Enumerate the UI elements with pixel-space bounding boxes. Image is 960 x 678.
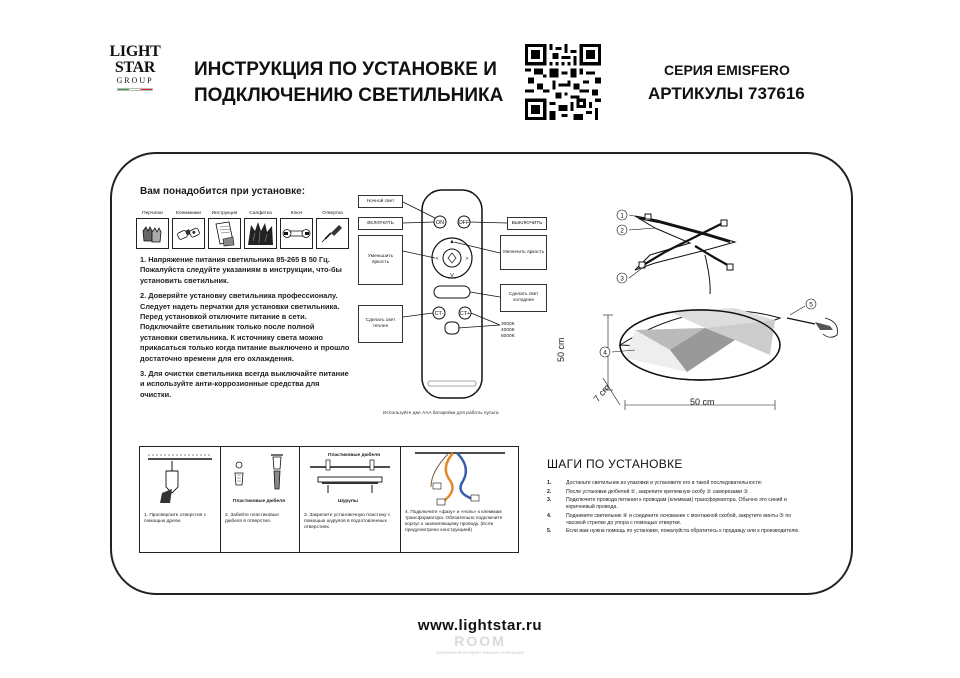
series-label: СЕРИЯ EMISFERO: [664, 62, 790, 78]
tool-gloves: [136, 209, 169, 249]
step-number: 3.: [547, 497, 552, 503]
tool-manual: [208, 209, 241, 249]
left-arrow-label: <: [435, 256, 439, 262]
panel-caption: 1. Просверлите отверстия с помощью дрели.: [144, 513, 206, 524]
label-cool: Сделать свет холоднее: [500, 284, 547, 312]
italian-flag-stripe: [117, 88, 153, 91]
safety-notes: [140, 255, 352, 405]
note-1: 1. Напряжение питания светильника 85-265 В 50 Гц. Пожалуйста следуйте указаниям в инструкции, что-бы установить светильник.: [140, 255, 342, 285]
note-2: 2. Доверяйте установку светильника профессионалу. Следует надеть перчатки для установки светильника. Перед установкой отключите питание в сети. Подключайте светильник только после полной установки светильника. К источнику света можно прикасаться только когда питание выключено и прошло достаточно времени для его охлаждения.: [140, 291, 350, 363]
mounting-bracket-icon: [635, 214, 735, 270]
tool-label: Отвертка: [322, 211, 343, 216]
step-text: Достаньте светильник из упаковки и установите его в такой последовательности:: [566, 480, 763, 486]
logo-line3: GROUP: [116, 76, 154, 85]
tool-cloth: [244, 209, 277, 249]
down-arrow-label: V: [450, 273, 454, 279]
panel-wiring: [401, 447, 517, 552]
document-title: [194, 57, 503, 109]
label-brighter: Увеличить яркость: [500, 235, 547, 270]
step-item: [547, 497, 807, 511]
screwdriver-icon: [316, 218, 349, 249]
on-button-label: ON: [435, 220, 445, 226]
lamp-shade-icon: [620, 308, 780, 380]
tool-screwdriver: [316, 209, 349, 249]
callout-5: 5: [809, 301, 813, 309]
label-color-temps: 3000K 4000K 6000K: [500, 318, 547, 344]
ct-minus-button-label: CT-: [434, 311, 444, 317]
up-arrow-label: ▲: [449, 239, 455, 245]
callout-4: 4: [603, 349, 607, 357]
step-item: [547, 480, 807, 487]
steps-list: [547, 480, 807, 537]
panel-bold-top-label: Пластиковые дюбеля: [328, 453, 380, 458]
battery-note: Используйте две AAA батарейки для работы пульта: [383, 411, 499, 416]
step-text: После установки дюбелей ①, закрепите крепежную скобу ② саморезами ③: [566, 488, 749, 495]
article-number: АРТИКУЛЫ 737616: [648, 84, 805, 103]
tool-label: Перчатки: [142, 211, 163, 216]
step-number: 2.: [547, 488, 552, 495]
ct-plus-button-label: CT+: [459, 311, 471, 317]
label-on: ВКЛЮЧИТЬ: [358, 217, 403, 230]
tool-label: Ключ: [290, 211, 303, 216]
callout-1: 1: [620, 212, 624, 220]
lamp-diagram: [575, 200, 845, 415]
tool-terminals: [172, 209, 205, 249]
watermark-subtitle: крупнейший интернет-магазин освещения: [436, 650, 524, 655]
watermark: ROOM: [454, 633, 506, 649]
panel-drill: [140, 447, 221, 552]
tool-wrench: [280, 209, 313, 249]
title-line2: ПОДКЛЮЧЕНИЮ СВЕТИЛЬНИКА: [194, 85, 504, 106]
label-night-light: Ночной свет: [358, 195, 403, 208]
height-dimension: 50 cm: [556, 337, 566, 362]
note-3: 3. Для очистки светильника всегда выключайте питание и используйте анти-коррозионные средства для очистки.: [140, 369, 349, 399]
screwdriver-icon: [787, 318, 838, 337]
label-warm: Сделать свет теплее: [358, 305, 403, 343]
step-item: [547, 528, 807, 535]
panel-bold-label: Шурупы: [338, 499, 358, 504]
tool-label: Инструкция: [211, 211, 238, 216]
panel-plate: [300, 447, 401, 552]
step-item: [547, 489, 807, 496]
qr-code-icon: [525, 44, 601, 120]
requirements-title: Вам понадобится при установке:: [140, 186, 306, 197]
lightstar-logo: [104, 44, 166, 120]
manual-icon: [208, 218, 241, 249]
step-text: Подключите провода питания к проводам (клеммам) трансформатора. Обычно это синий и коричневый провода.: [566, 497, 787, 510]
installation-panels: [139, 446, 519, 553]
step-text: Если вам нужна помощь по установке, пожалуйста обратитесь к продавцу или к производителю.: [566, 528, 800, 534]
wrench-icon: [280, 218, 313, 249]
depth-dimension: 7 cm: [591, 382, 612, 404]
label-dimmer: Уменьшить яркость: [358, 235, 403, 285]
off-button-label: OFF: [458, 220, 470, 226]
width-dimension: 50 cm: [690, 397, 715, 407]
right-arrow-label: >: [465, 256, 469, 262]
tool-label: Клеммники: [176, 211, 201, 216]
gloves-icon: [136, 218, 169, 249]
website-link[interactable]: www.lightstar.ru: [417, 617, 543, 634]
wiring-icon: [401, 447, 516, 511]
callout-2: 2: [620, 227, 624, 235]
label-off: ВЫКЛЮЧИТЬ: [507, 217, 547, 230]
logo-line1: LIGHT: [109, 43, 161, 60]
panel-caption: 4. Подключите «фазу» и «ноль» к клеммам трансформатора. Обязательно подключите корпус к заземляющему проводу. (Если предусмотрено конструкцией): [405, 510, 503, 533]
step-number: 5.: [547, 528, 552, 534]
steps-title: ШАГИ ПО УСТАНОВКЕ: [547, 457, 683, 471]
step-number: 4.: [547, 512, 552, 519]
drill-icon: [140, 447, 220, 509]
step-item: [547, 513, 807, 527]
panel-caption: 2. Забейте пластиковые дюбеля в отверстия.: [225, 513, 279, 524]
panel-caption: 3. Закрепите установочную пластину с помощью шурупов в подготовленных отверстиях.: [304, 513, 391, 530]
step-number: 1.: [547, 480, 552, 486]
callout-3: 3: [620, 275, 624, 283]
tools-row: [136, 209, 349, 249]
tool-label: Салфетка: [249, 211, 272, 216]
panel-bold-label: Пластиковые дюбеля: [233, 499, 285, 504]
logo-line2: STAR: [114, 59, 156, 76]
panel-dowels: [221, 447, 300, 552]
remote-control-icon: [422, 190, 482, 398]
terminal-blocks-icon: [172, 218, 205, 249]
cloth-icon: [244, 218, 277, 249]
title-line1: ИНСТРУКЦИЯ ПО УСТАНОВКЕ И: [194, 59, 497, 80]
step-text: Поднимите светильник ④ и соедините основание с монтажной скобой, закрутите винты ⑤ по часовой стрелке до упора с помощью отвертки.: [566, 512, 792, 526]
